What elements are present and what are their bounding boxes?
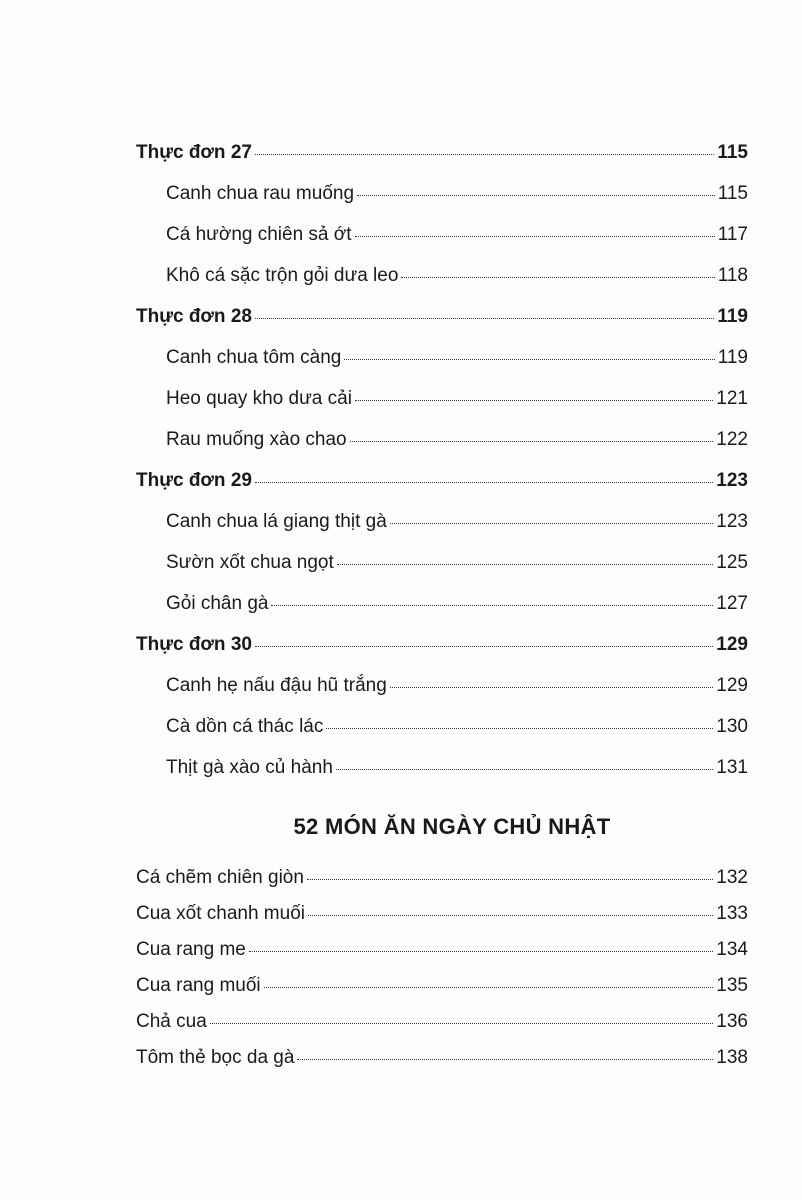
menu-heading[interactable]	[136, 460, 748, 501]
dot-leader	[350, 441, 714, 442]
dot-leader	[390, 687, 714, 688]
dot-leader	[326, 728, 713, 729]
page-number: 129	[716, 675, 748, 696]
page-number: 134	[716, 939, 748, 960]
entry-title: Rau muống xào chao	[166, 429, 347, 450]
dot-leader	[255, 646, 713, 647]
page-number: 132	[716, 867, 748, 888]
dot-leader	[271, 605, 713, 606]
page-number: 115	[717, 142, 748, 163]
page-number: 119	[717, 306, 748, 327]
entry-title: Cua rang me	[136, 939, 246, 960]
page-number: 121	[716, 388, 748, 409]
dot-leader	[336, 769, 713, 770]
page-number: 118	[717, 265, 748, 286]
dot-leader	[297, 1059, 713, 1060]
entry-title: Cá hường chiên sả ớt	[166, 224, 352, 245]
page-number: 131	[716, 757, 748, 778]
dot-leader	[355, 400, 713, 401]
page-number: 130	[716, 716, 748, 737]
entry-title: Heo quay kho dưa cải	[166, 388, 352, 409]
page-number: 125	[716, 552, 748, 573]
entry-title: Thực đơn 27	[136, 142, 252, 163]
entry-title: Thịt gà xào củ hành	[166, 757, 333, 778]
page-number: 123	[716, 470, 748, 491]
page-number: 122	[716, 429, 748, 450]
section-entry[interactable]	[136, 968, 748, 1004]
entry-title: Tôm thẻ bọc da gà	[136, 1047, 295, 1068]
section-entry[interactable]	[136, 860, 748, 896]
dot-leader	[210, 1023, 714, 1024]
dot-leader	[401, 277, 714, 278]
menu-entry[interactable]	[136, 706, 748, 747]
entry-title: Canh chua tôm càng	[166, 347, 342, 368]
entry-title: Canh chua lá giang thịt gà	[166, 511, 387, 532]
entry-title: Thực đơn 29	[136, 470, 252, 491]
section-items	[136, 860, 748, 1076]
dot-leader	[390, 523, 714, 524]
page-number: 136	[716, 1011, 748, 1032]
entry-title: Gỏi chân gà	[166, 593, 269, 614]
dot-leader	[255, 318, 714, 319]
section-entry[interactable]	[136, 1004, 748, 1040]
page-number: 129	[716, 634, 748, 655]
dot-leader	[357, 195, 715, 196]
dot-leader	[307, 879, 713, 880]
menu-entry[interactable]	[136, 419, 748, 460]
page-number: 123	[716, 511, 748, 532]
entry-title: Chả cua	[136, 1011, 207, 1032]
dot-leader	[355, 236, 715, 237]
menu-heading[interactable]	[136, 624, 748, 665]
dot-leader	[255, 154, 714, 155]
dot-leader	[264, 987, 714, 988]
page-number: 138	[716, 1047, 748, 1068]
menu-entry[interactable]	[136, 378, 748, 419]
section-title: 52 MÓN ĂN NGÀY CHỦ NHẬT	[293, 814, 611, 839]
entry-title: Cua rang muối	[136, 975, 261, 996]
page-number: 119	[717, 347, 748, 368]
dot-leader	[344, 359, 714, 360]
dot-leader	[249, 951, 713, 952]
page-number: 115	[717, 183, 748, 204]
entry-title: Cá chẽm chiên giòn	[136, 867, 304, 888]
page-number: 135	[716, 975, 748, 996]
table-of-contents	[136, 132, 748, 1076]
entry-title: Thực đơn 30	[136, 634, 252, 655]
entry-title: Khô cá sặc trộn gỏi dưa leo	[166, 265, 399, 286]
menu-entry[interactable]	[136, 337, 748, 378]
menu-entry[interactable]	[136, 173, 748, 214]
section-entry[interactable]	[136, 1040, 748, 1076]
entry-title: Canh chua rau muống	[166, 183, 355, 204]
entry-title: Sườn xốt chua ngọt	[166, 552, 334, 573]
section-entry[interactable]	[136, 932, 748, 968]
page-number: 133	[716, 903, 748, 924]
menu-entry[interactable]	[136, 583, 748, 624]
menu-heading[interactable]	[136, 296, 748, 337]
menu-entry[interactable]	[136, 665, 748, 706]
menu-entry[interactable]	[136, 747, 748, 788]
menu-entry[interactable]	[136, 542, 748, 583]
page-number: 117	[717, 224, 748, 245]
menu-entry[interactable]	[136, 501, 748, 542]
entry-title: Cà dồn cá thác lác	[166, 716, 324, 737]
entry-title: Thực đơn 28	[136, 306, 252, 327]
dot-leader	[308, 915, 713, 916]
dot-leader	[255, 482, 713, 483]
entry-title: Canh hẹ nấu đậu hũ trắng	[166, 675, 387, 696]
entry-title: Cua xốt chanh muối	[136, 903, 305, 924]
dot-leader	[337, 564, 714, 565]
menu-entry[interactable]	[136, 255, 748, 296]
menu-entry[interactable]	[136, 214, 748, 255]
page-number: 127	[716, 593, 748, 614]
menu-groups	[136, 132, 748, 788]
section-entry[interactable]	[136, 896, 748, 932]
menu-heading[interactable]	[136, 132, 748, 173]
